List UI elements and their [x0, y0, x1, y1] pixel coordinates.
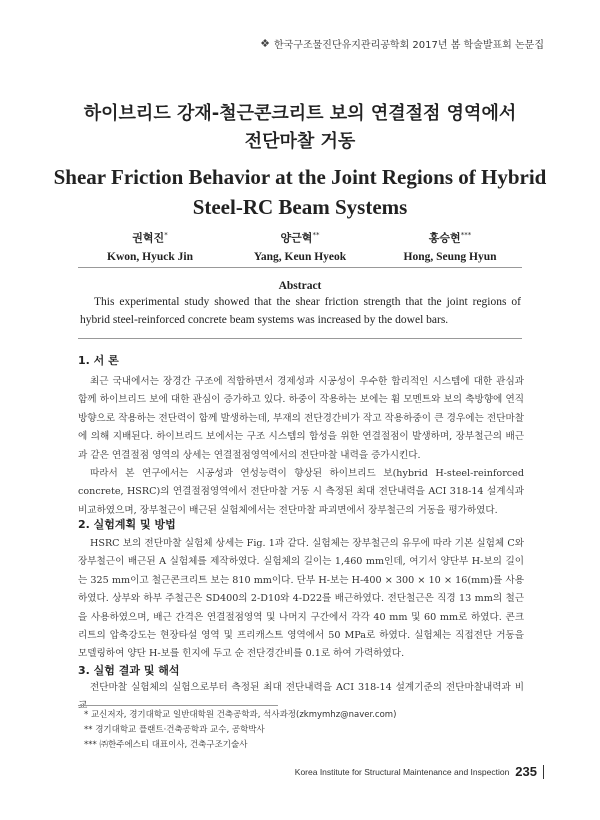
- section-heading-method: 2. 실험계획 및 방법: [78, 518, 176, 531]
- title-english-line2: Steel-RC Beam Systems: [192, 195, 408, 219]
- footnotes: [84, 708, 524, 753]
- footnote-3: *** ㈜한주에스티 대표이사, 건축구조기술사: [84, 740, 248, 750]
- section-body-method: [78, 535, 524, 664]
- abstract-text: This experimental study showed that the shear friction strength that the joint regions of hybrid steel-reinforced concrete beam systems was increased by the dowel bars.: [80, 296, 521, 326]
- diamond-star-icon: ❖: [260, 37, 270, 50]
- author-1-name-ko: 권혁진: [132, 231, 165, 245]
- page-footer: [295, 764, 544, 779]
- section-heading-intro: 1. 서 론: [78, 354, 119, 367]
- footer-text: Korea Institute for Structural Maintenance and Inspection: [294, 766, 510, 777]
- footnote-divider: [78, 705, 278, 706]
- author-list: [0, 226, 600, 267]
- author-1-name-en: Kwon, Hyuck Jin: [107, 250, 193, 263]
- title-korean-line2: 전단마찰 거동: [244, 131, 356, 152]
- author-3-name-ko: 홍승현: [428, 231, 461, 245]
- author-2: [225, 226, 375, 267]
- footer-bar: [543, 765, 544, 779]
- author-2-name-en: Yang, Keun Hyeok: [253, 250, 347, 263]
- header-text: 한국구조물진단유지관리공학회 2017년 봄 학술발표회 논문집: [273, 40, 544, 51]
- author-3-name-en: Hong, Seung Hyun: [403, 250, 497, 263]
- section-heading-results: 3. 실험 결과 및 해석: [78, 664, 180, 677]
- footnote-2: ** 경기대학교 플랜트·건축공학과 교수, 공학박사: [84, 725, 265, 735]
- author-1: [75, 226, 225, 267]
- author-3-mark: ***: [460, 231, 472, 239]
- paragraph: 최근 국내에서는 장경간 구조에 적합하면서 경제성과 시공성이 우수한 합리적인 시스템에 대한 관심과 함께 하이브리드 보에 대한 관심이 증가하고 있다. 하중이 작용하는 보에는 휨 모멘트와 보의 축방향에 연직방향으로 작용하는 전단력이 함께 발생하는데, 부재의 전단경간비가 작고 작용하중이 큰 경우에는 전단마찰에 의해 지배된다. 하이브리드 보에서는 구조 시스템의 합성을 위한 연결절점이 발생하며, 장부철근의 배근과 같은 연결절점 영역의 상세는 연결절점영역에서의 전단마찰 내력을 증가시킨다.: [78, 376, 524, 461]
- title-korean-line1: 하이브리드 강재-철근콘크리트 보의 연결절점 영역에서: [83, 103, 517, 124]
- paragraph: 따라서 본 연구에서는 시공성과 연성능력이 향상된 하이브리드 보(hybrid H-steel-reinforced concrete, HSRC)의 연결절점영역에서 전단마찰 거동 시 측정된 최대 전단내력을 ACI 318-14 설계식과 비교하였으며, 장부철근이 배근된 실험체에서는 전단마찰 파괴면에서 장부철근의 거동을 평가하였다.: [78, 468, 524, 516]
- title-korean: [0, 100, 600, 156]
- title-english: [0, 162, 600, 222]
- author-3: [375, 226, 525, 267]
- page-number: 235: [515, 764, 537, 779]
- author-1-mark: *: [164, 231, 168, 239]
- author-2-name-ko: 양근혁: [280, 231, 313, 245]
- paragraph: 전단마찰 실험체의 실험으로부터 측정된 최대 전단내력을 ACI 318-14 설계기준의 전단마찰내력과 비교: [78, 682, 524, 712]
- paragraph: HSRC 보의 전단마찰 실험체 상세는 Fig. 1과 같다. 실험체는 장부철근의 유무에 따라 기본 실험체 C와 장부철근이 배근된 A 실험체를 제작하였다. 실험체의 길이는 1,460 mm인데, 여기서 양단부 H-보의 길이는 325 mm이고 철근콘크리트 보는 810 mm이다. 단부 H-보는 H-400 × 300 × 10 × 16(mm)를 사용하였다. 상부와 하부 주철근은 SD400의 2-D10와 4-D22를 배근하였다. 전단철근은 직경 13 mm의 철근을 사용하였으며, 배근 간격은 연결절점영역 및 나머지 구간에서 각각 40 mm 및 60 mm로 하였다. 콘크리트의 압축강도는 현장타설 영역 및 프리캐스트 영역에서 50 MPa로 하였다. 실험체는 직접전단 거동을 모델링하여 양단 H-보를 힌지에 두고 순 전단경간비를 0.1로 하여 가력하였다.: [78, 538, 524, 660]
- title-english-line1: Shear Friction Behavior at the Joint Regions of Hybrid: [53, 165, 547, 189]
- divider-top: [78, 267, 522, 268]
- divider-bottom: [78, 338, 522, 339]
- author-2-mark: **: [312, 231, 320, 239]
- section-body-intro: [78, 373, 524, 520]
- abstract-heading: Abstract: [278, 280, 322, 292]
- footnote-1: * 교신저자, 경기대학교 일반대학원 건축공학과, 석사과정(zkmymhz@naver.com): [84, 710, 397, 720]
- page-header: [260, 36, 544, 51]
